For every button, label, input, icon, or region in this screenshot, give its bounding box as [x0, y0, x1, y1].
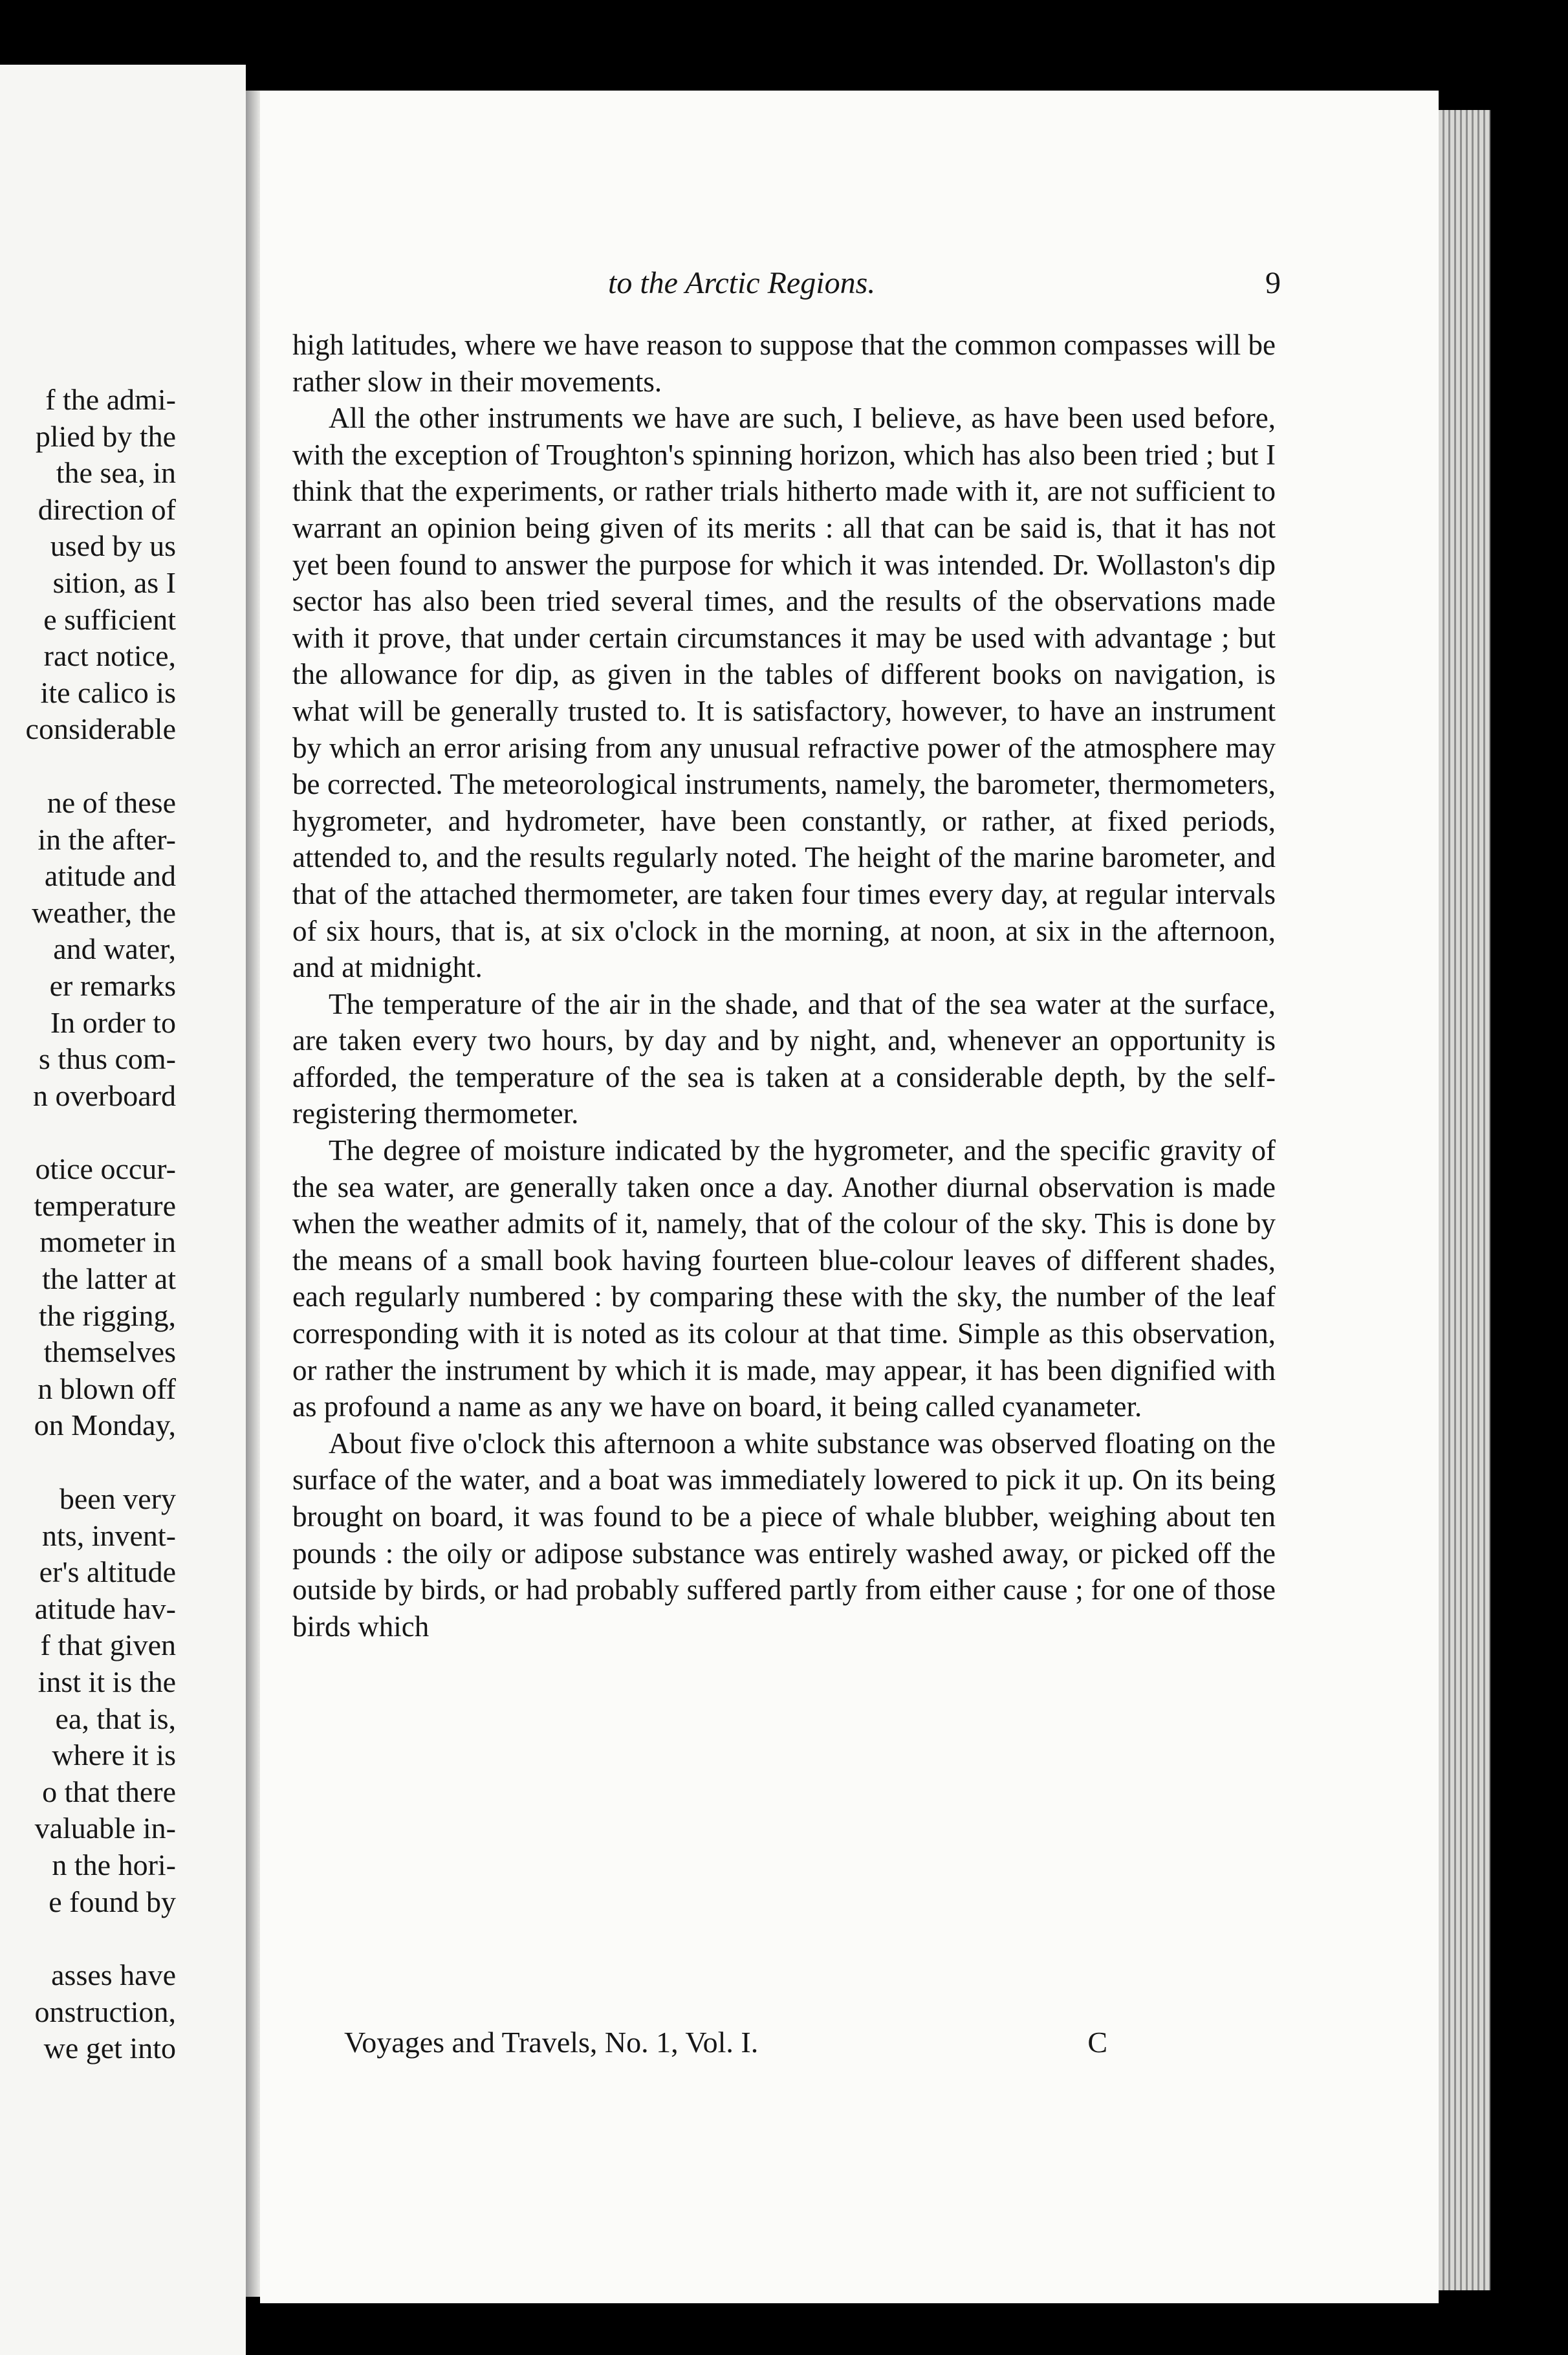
left-page-line: themselves: [43, 1335, 176, 1369]
left-page-line: er remarks: [49, 969, 176, 1002]
left-page-line: mometer in: [39, 1225, 176, 1259]
left-page-line: e sufficient: [43, 602, 176, 636]
running-title: to the Arctic Regions.: [608, 266, 876, 300]
paragraph: About five o'clock this afternoon a white substance was observed floating on the surface of the water, and a boat was immediately lowered to pick it up. On its being brought on board, it was found to be a piece of whale blubber, weighing about ten pounds : the oily or adipose substance was entirely washed away, or picked off the outside by birds, or had probably suffered partly from either cause ; for one of those birds which: [292, 1427, 1276, 1643]
left-page-gap: [0, 1114, 176, 1151]
left-page: [0, 65, 246, 2355]
left-page-line: ne of these: [47, 785, 176, 819]
left-page-line: the rigging,: [38, 1298, 176, 1332]
left-page-line: ract notice,: [43, 639, 176, 673]
page-edges: [1439, 110, 1490, 2290]
left-page-line: on Monday,: [34, 1408, 176, 1442]
left-page-line: the sea, in: [56, 456, 176, 490]
left-page-gap: [0, 748, 176, 785]
left-page-line: the latter at: [42, 1262, 176, 1296]
left-page-line: ea, that is,: [55, 1702, 176, 1735]
left-page-line: In order to: [50, 1005, 176, 1039]
left-page-line: f the admi-: [45, 383, 176, 416]
book-gutter: [246, 91, 260, 2297]
left-page-line: and water,: [53, 932, 176, 966]
left-page-line: otice occur-: [35, 1152, 176, 1186]
paragraph: All the other instruments we have are such, I believe, as have been used before, with the exception of Troughton's spinning horizon, which has also been tried ; but I think that the experiments, or rather trials hitherto made with it, are not sufficient to warrant an opinion being given of its merits : all that can be said is, that it has not yet been found to answer the purpose for which it was intended. Dr. Wollaston's dip sector has also been tried several times, and the results of the observations made with it prove, that under certain circumstances it may be used with advantage ; but the allowance for dip, as given in the tables of different books on navigation, is what will be generally trusted to. It is satisfactory, however, to have an instrument by which an error arising from any unusual refractive power of the atmosphere may be corrected. The meteorological instruments, namely, the barometer, thermometers, hygrometer, and hydrometer, have been constantly, or rather, at fixed periods, attended to, and the results regularly noted. The height of the marine barometer, and that of the attached thermometer, are taken four times every day, at regular intervals of six hours, that is, at six o'clock in the morning, at noon, at six in the afternoon, and at midnight.: [292, 402, 1276, 984]
left-page-line: where it is: [52, 1738, 176, 1772]
left-page-line: f that given: [40, 1628, 176, 1662]
left-page-line: considerable: [25, 712, 176, 746]
left-page-line: asses have: [51, 1958, 176, 1992]
left-page-line: we get into: [43, 2032, 176, 2065]
left-page-line: er's altitude: [39, 1555, 176, 1589]
left-page-line: been very: [59, 1482, 176, 1516]
left-page-line: n overboard: [33, 1079, 176, 1112]
left-page-line: o that there: [42, 1775, 176, 1808]
series-line: Voyages and Travels, No. 1, Vol. I.: [344, 2026, 759, 2059]
page-number: 9: [1265, 266, 1281, 300]
left-page-line: used by us: [50, 529, 176, 563]
left-page-text-column: [0, 382, 176, 2067]
signature-mark: C: [1087, 2026, 1107, 2059]
paragraph: high latitudes, where we have reason to suppose that the common compasses will be rather slow in their movements.: [292, 329, 1276, 398]
left-page-line: s thus com-: [38, 1042, 176, 1076]
left-page-line: temperature: [34, 1188, 176, 1222]
left-page-line: in the after-: [38, 822, 176, 856]
paragraph: The temperature of the air in the shade, and that of the sea water at the surface, are taken every two hours, by day and by night, and, whenever an opportunity is afforded, the temperature of the sea is taken at a considerable depth, by the self-registering thermometer.: [292, 987, 1276, 1130]
left-page-line: nts, invent-: [42, 1518, 176, 1552]
left-page-line: inst it is the: [38, 1665, 176, 1698]
left-page-line: ite calico is: [40, 675, 176, 709]
left-page-line: valuable in-: [34, 1812, 176, 1845]
left-page-line: onstruction,: [34, 1995, 176, 2028]
left-page-line: atitude hav-: [34, 1592, 176, 1625]
left-page-line: direction of: [38, 492, 176, 526]
left-page-line: plied by the: [35, 419, 176, 453]
left-page-gap: [0, 1920, 176, 1957]
left-page-line: n blown off: [38, 1372, 176, 1405]
left-page-line: weather, the: [32, 895, 176, 929]
left-page-gap: [0, 1444, 176, 1481]
left-page-line: e found by: [49, 1885, 176, 1918]
page-footer: [344, 2025, 1107, 2059]
running-header: [608, 265, 1281, 301]
body-text: [292, 327, 1276, 1645]
paragraph: The degree of moisture indicated by the hygrometer, and the specific gravity of the sea water, are generally taken once a day. Another diurnal observation is made when the weather admits of it, namely, that of the colour of the sky. This is done by the means of a small book having fourteen blue-colour leaves of different shades, each regularly numbered : by comparing these with the sky, the number of the leaf corresponding with it is noted as its colour at that time. Simple as this observation, or rather the instrument by which it is made, may appear, it has been dignified with as profound a name as any we have on board, it being called cyanameter.: [292, 1134, 1276, 1423]
left-page-line: sition, as I: [52, 565, 176, 599]
left-page-line: n the hori-: [52, 1848, 176, 1881]
left-page-line: atitude and: [44, 859, 176, 893]
